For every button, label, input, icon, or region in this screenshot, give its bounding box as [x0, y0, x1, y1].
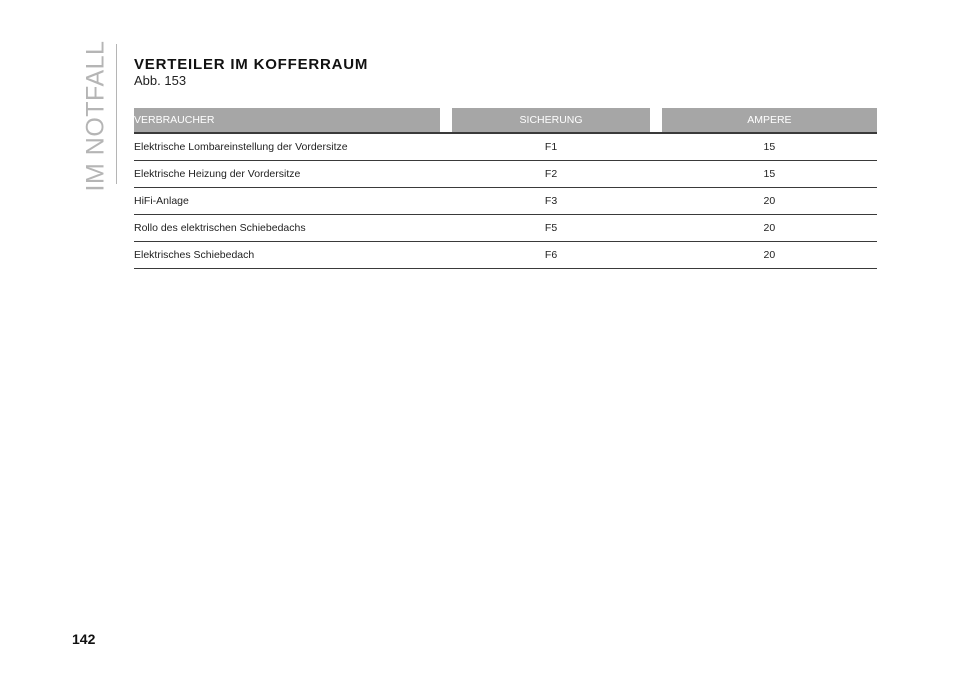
header-gap: [650, 108, 662, 134]
cell-gap: [650, 161, 662, 188]
cell-ampere: 20: [662, 215, 877, 242]
cell-consumer: Elektrisches Schiebedach: [134, 242, 440, 269]
cell-consumer: Rollo des elektrischen Schiebedachs: [134, 215, 440, 242]
cell-gap: [440, 134, 452, 161]
cell-ampere: 15: [662, 161, 877, 188]
cell-fuse: F6: [452, 242, 650, 269]
cell-fuse: F1: [452, 134, 650, 161]
figure-reference: Abb. 153: [134, 73, 187, 88]
table-row: [134, 215, 877, 242]
cell-consumer: Elektrische Lombareinstellung der Vordersitze: [134, 134, 440, 161]
header-consumer: VERBRAUCHER: [134, 108, 440, 134]
page-number: 142: [72, 631, 96, 647]
cell-gap: [650, 215, 662, 242]
table-row: [134, 134, 877, 161]
cell-fuse: F3: [452, 188, 650, 215]
cell-consumer: HiFi-Anlage: [134, 188, 440, 215]
cell-ampere: 20: [662, 242, 877, 269]
cell-gap: [440, 242, 452, 269]
chapter-divider: [116, 44, 117, 184]
table-row: [134, 188, 877, 215]
table-row: [134, 161, 877, 188]
cell-gap: [440, 215, 452, 242]
cell-gap: [440, 161, 452, 188]
cell-gap: [650, 242, 662, 269]
cell-ampere: 15: [662, 134, 877, 161]
header-ampere: AMPERE: [662, 108, 877, 134]
chapter-side-label-text: IM NOTFALL: [81, 40, 110, 192]
cell-gap: [650, 134, 662, 161]
cell-gap: [650, 188, 662, 215]
cell-gap: [440, 188, 452, 215]
chapter-side-label: [81, 40, 110, 192]
fuse-table: [134, 108, 877, 269]
header-gap: [440, 108, 452, 134]
cell-fuse: F2: [452, 161, 650, 188]
header-fuse: SICHERUNG: [452, 108, 650, 134]
cell-fuse: F5: [452, 215, 650, 242]
cell-consumer: Elektrische Heizung der Vordersitze: [134, 161, 440, 188]
table-header-row: [134, 108, 877, 134]
table-row: [134, 242, 877, 269]
cell-ampere: 20: [662, 188, 877, 215]
section-title: VERTEILER IM KOFFERRAUM: [134, 56, 369, 73]
